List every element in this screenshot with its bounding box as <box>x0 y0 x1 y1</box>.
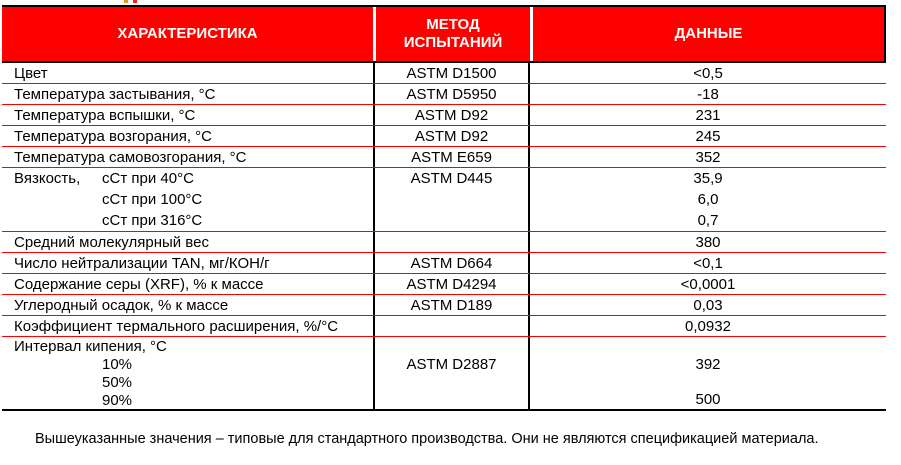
characteristic-cell <box>2 337 373 409</box>
data-line: 35,9 <box>693 170 723 187</box>
method-cell: ASTM D189 <box>373 295 530 315</box>
table-row-boiling-range <box>2 337 886 411</box>
data-cell <box>530 337 886 409</box>
table-header-row <box>2 5 886 63</box>
characteristic-cell: Содержание серы (XRF), % к массе <box>14 275 264 293</box>
data-line: 500 <box>695 391 721 408</box>
characteristic-cell <box>2 168 373 231</box>
viscosity-subline-316: сСт при 316°С <box>102 212 203 229</box>
characteristic-cell: Температура самовозгорания, °С <box>14 148 247 166</box>
characteristic-cell: Температура возгорания, °С <box>14 127 212 145</box>
method-cell: ASTM D664 <box>373 253 530 273</box>
cutoff-text-artifact <box>124 0 128 3</box>
table-row-thermal-expansion <box>2 316 886 337</box>
properties-table <box>2 5 886 411</box>
boiling-label: Интервал кипения, °С <box>14 338 167 355</box>
table-row-tan <box>2 253 886 274</box>
table-row-viscosity <box>2 168 886 232</box>
data-cell: 352 <box>695 148 721 166</box>
table-row-flash-point <box>2 105 886 126</box>
table-row-autoignition <box>2 147 886 168</box>
method-cell: ASTM D4294 <box>373 274 530 294</box>
data-cell: <0,0001 <box>680 275 736 293</box>
data-cell: 231 <box>695 106 721 124</box>
data-line <box>530 374 886 392</box>
cutoff-text-artifact <box>133 0 137 3</box>
viscosity-subline-40: сСт при 40°С <box>102 170 194 187</box>
method-cell: ASTM D1500 <box>373 63 530 83</box>
characteristic-cell: Температура застывания, °С <box>14 85 216 103</box>
table-row-color <box>2 63 886 84</box>
method-cell: ASTM D2887 <box>373 337 530 409</box>
characteristic-cell: Углеродный осадок, % к массе <box>14 296 229 314</box>
column-header-method-label: МЕТОД ИСПЫТАНИЙ <box>403 16 503 51</box>
boiling-subline-10: 10% <box>102 356 133 373</box>
viscosity-label: Вязкость, <box>14 170 81 187</box>
characteristic-cell: Цвет <box>14 64 48 82</box>
data-cell: 0,03 <box>693 296 723 314</box>
table-row-fire-point <box>2 126 886 147</box>
table-row-sulfur <box>2 274 886 295</box>
method-cell <box>373 316 530 336</box>
data-line: 392 <box>695 355 721 373</box>
viscosity-subline-100: сСт при 100°С <box>102 191 203 208</box>
data-cell: -18 <box>697 85 719 103</box>
column-header-method <box>373 7 530 61</box>
data-cell: <0,1 <box>693 254 723 272</box>
boiling-subline-50: 50% <box>102 374 133 391</box>
method-cell: ASTM D92 <box>373 126 530 146</box>
data-cell: 380 <box>695 233 721 251</box>
characteristic-cell: Средний молекулярный вес <box>14 233 209 251</box>
footer-note: Вышеуказанные значения – типовые для стандартного производства. Они не являются спецификацией материала. <box>35 431 819 447</box>
data-line: 6,0 <box>697 191 719 208</box>
data-cell <box>530 168 886 231</box>
characteristic-cell: Температура вспышки, °С <box>14 106 196 124</box>
method-cell <box>373 232 530 252</box>
viscosity-line-1 <box>14 168 373 189</box>
data-line: 0,7 <box>697 212 719 229</box>
column-header-characteristic: ХАРАКТЕРИСТИКА <box>117 25 258 42</box>
method-cell: ASTM D92 <box>373 105 530 125</box>
characteristic-cell: Коэффициент термального расширения, %/°С <box>14 317 339 335</box>
characteristic-cell: Число нейтрализации TAN, мг/КОН/г <box>14 254 270 272</box>
table-row-carbon-residue <box>2 295 886 316</box>
data-cell: <0,5 <box>693 64 723 82</box>
data-cell: 0,0932 <box>685 317 731 335</box>
table-row-molecular-weight <box>2 232 886 253</box>
method-cell: ASTM D445 <box>373 168 530 231</box>
data-cell: 245 <box>695 127 721 145</box>
data-line <box>530 338 886 356</box>
method-cell: ASTM E659 <box>373 147 530 167</box>
table-row-pour-point <box>2 84 886 105</box>
boiling-subline-90: 90% <box>102 392 133 409</box>
column-header-data: ДАННЫЕ <box>530 7 884 61</box>
method-cell: ASTM D5950 <box>373 84 530 104</box>
